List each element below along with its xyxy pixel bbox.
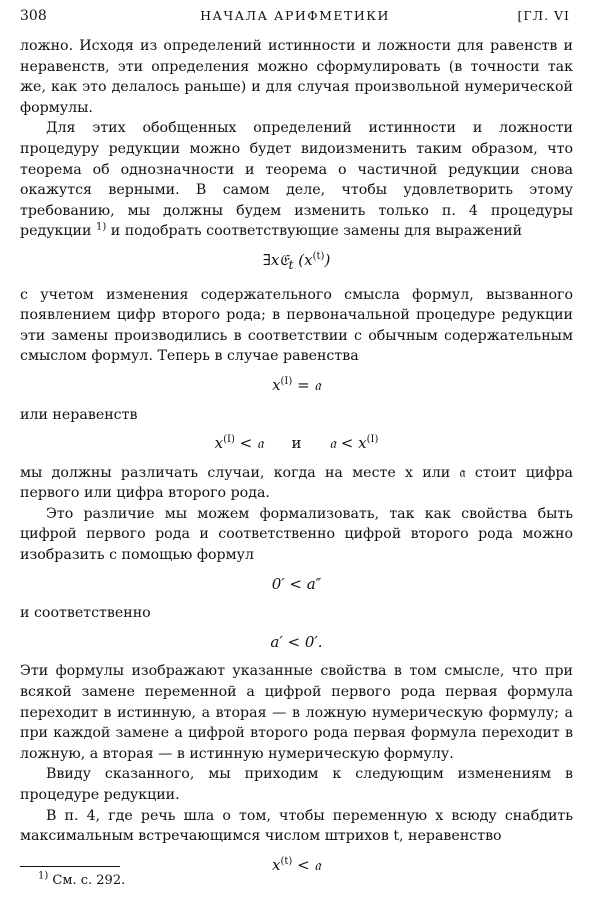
paragraph-10: В п. 4, где речь шла о том, чтобы переменную x всюду снабдить максимальным встречающимся числом штрихов t, неравенство	[20, 807, 573, 845]
formula-and: и	[291, 434, 302, 453]
formula-second-kind: a′ < 0′.	[270, 632, 323, 651]
formula-left-sup: (I)	[223, 434, 235, 446]
formula-left-rest: < 𝔞	[234, 434, 264, 453]
footnote-text: См. с. 292.	[52, 873, 126, 888]
paragraph-4: или неравенств	[20, 406, 138, 423]
formula-exists-sub: t	[288, 256, 294, 272]
paragraph-5: мы должны различать случаи, когда на месте x или 𝔞 стоит цифра первого или цифра второго рода.	[20, 464, 573, 502]
footnote-mark: 1)	[38, 870, 49, 882]
formula-strokes-sup: (t)	[280, 855, 293, 867]
paragraph-8: Эти формулы изображают указанные свойства в том смысле, что при всякой замене переменной a цифрой первого рода первая формула переходит в истинную, а вторая — в ложную нумерическую формулу; а при каждой замене a цифрой второго рода первая формула переходит в ложную, а вторая — в истинную нумерическую формулу.	[20, 663, 573, 762]
paragraph-7: и соответственно	[20, 605, 151, 622]
paragraph-2-text-end: и подобрать соответствующие замены для выражений	[106, 223, 523, 240]
paragraph-6: Это различие мы можем формализовать, так как свойства быть цифрой первого рода и соответственно цифрой второго рода можно изобразить с помощью формул	[20, 505, 573, 564]
paragraph-1: ложно. Исходя из определений истинности и ложности для равенств и неравенств, эти определения можно сформулировать (в точности так же, как это делалось раньше) и для случая произвольной нумерической формулы.	[20, 38, 573, 116]
formula-exists-close: )	[324, 250, 331, 269]
paragraph-2-text: Для этих обобщенных определений истинности и ложности процедуру редукции можно будет видоизменить таким образом, что теорема об однозначности и теорема о частичной редукции снова окажутся верными. В самом деле, чтобы удовлетворить этому требованию, мы должны будем изменить только п. 4 процедуры редукции	[20, 120, 573, 240]
formula-equality-sup: (I)	[280, 375, 293, 387]
main-text	[20, 36, 573, 884]
formula-exists-arg: (x	[298, 250, 313, 269]
formula-equality-x: x	[272, 375, 281, 394]
paragraph-3: с учетом изменения содержательного смысла формул, вызванного появлением цифр второго рода; в первоначальной процедуре редукции эти замены производились в соответствии с обычным содержательным смыслом формул. Теперь в случае равенства	[20, 286, 573, 365]
formula-right-a: 𝔞 < x	[329, 434, 367, 453]
footnote	[38, 872, 125, 890]
formula-equality	[20, 375, 573, 396]
chapter-label: [ГЛ. VI	[517, 8, 570, 23]
running-header	[20, 6, 570, 26]
paragraph-2	[20, 118, 573, 242]
formula-equality-rest: = 𝔞	[292, 375, 321, 394]
paragraph-9: Ввиду сказанного, мы приходим к следующим изменениям в процедуре редукции.	[20, 766, 573, 803]
formula-inequalities	[20, 433, 573, 454]
formula-exists	[20, 250, 573, 276]
running-title: НАЧАЛА АРИФМЕТИКИ	[200, 8, 390, 23]
formula-strokes-x: x	[272, 855, 281, 874]
footnote-divider	[20, 866, 120, 867]
formula-exists-sup: (t)	[312, 250, 325, 262]
formula-first-kind: 0′ < a″	[271, 574, 322, 593]
footnote-ref: 1)	[95, 221, 107, 233]
page-number: 308	[20, 8, 47, 24]
formula-strokes-rest: < 𝔞	[292, 855, 321, 874]
formula-left-x: x	[214, 434, 224, 453]
formula-right-sup: (I)	[366, 434, 379, 446]
formula-exists-main: ∃x𝔈	[262, 250, 289, 269]
